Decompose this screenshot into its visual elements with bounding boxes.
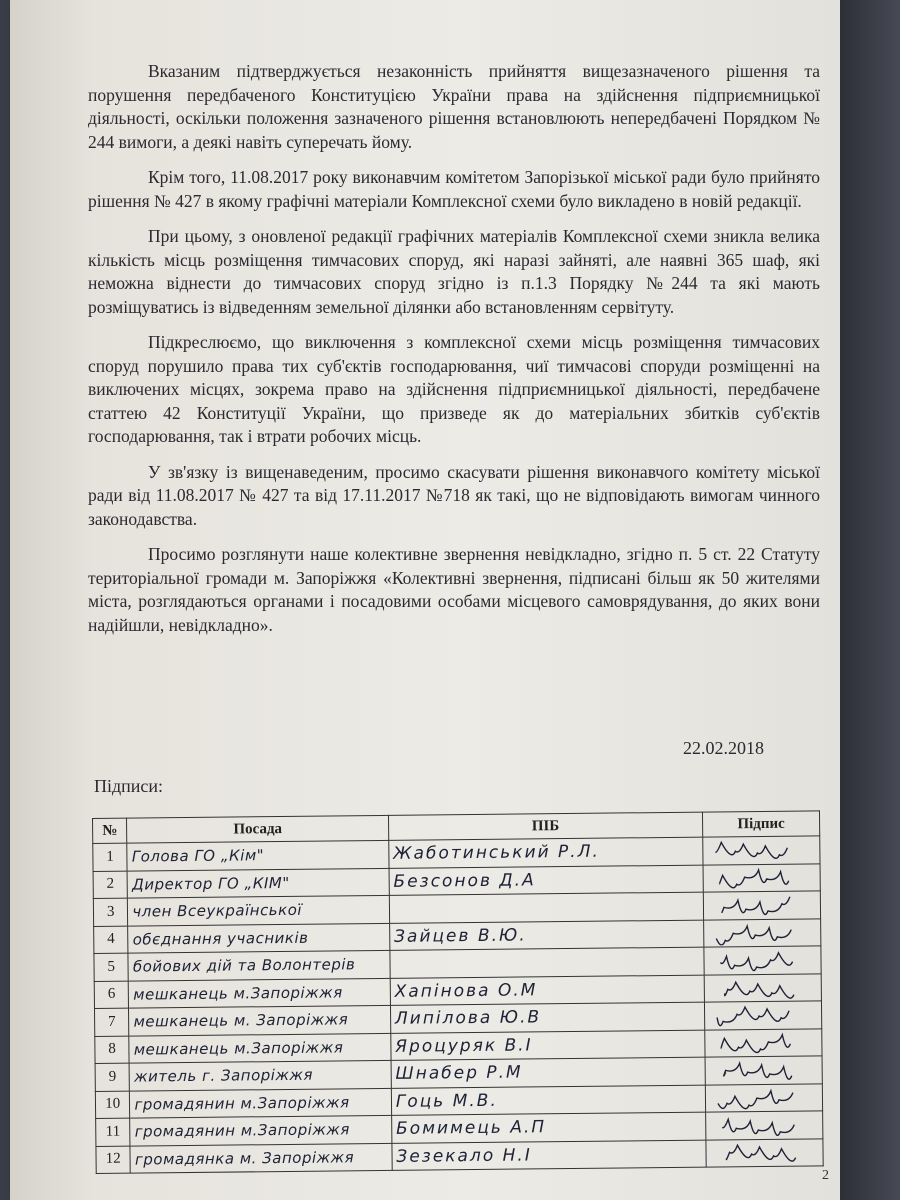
row-signature (706, 1111, 823, 1140)
row-name: Яроцуряк В.І (391, 1030, 705, 1061)
row-number: 10 (95, 1091, 130, 1119)
paragraph-3: При цьому, з оновленої редакції графічних матеріалів Комплексної схеми зникла велика кількість місць розміщення тимчасових споруд, які наразі зайняті, але наявні 365 шаф, які неможна віднести до тимчасових споруд згідно із п.1.3 Порядку №244 та які мають розміщуватись із відведенням земельної ділянки або встановленням сервітуту. (88, 226, 820, 317)
signature-scribble (707, 838, 807, 863)
paragraph-2: Крім того, 11.08.2017 року виконавчим комітетом Запорізької міської ради було прийнято рішення № 427 в якому графічні матеріали Комплексної схеми було викладено в новій редакції. (88, 167, 820, 211)
row-name: Жаботинський Р.Л. (389, 837, 703, 868)
row-number: 11 (96, 1118, 131, 1146)
signature-scribble (708, 920, 808, 945)
row-number: 8 (95, 1036, 130, 1064)
row-number: 6 (94, 981, 129, 1009)
header-name: ПІБ (388, 812, 702, 840)
row-name: Липілова Ю.В (390, 1002, 704, 1033)
row-signature (705, 1083, 822, 1112)
row-signature (704, 973, 821, 1002)
header-signature: Підпис (702, 811, 819, 837)
row-signature (703, 836, 820, 865)
row-position: громадянка м. Запоріжжя (130, 1143, 392, 1173)
row-name: Хапінова О.М (390, 975, 704, 1006)
header-number: № (93, 818, 128, 843)
row-position: член Всеукраїнської (128, 895, 390, 925)
row-signature (704, 918, 821, 947)
row-name: Безсонов Д.А (389, 865, 703, 896)
page-number: 2 (822, 1168, 829, 1183)
row-name: Шнабер Р.М (391, 1057, 705, 1088)
row-number: 5 (94, 953, 129, 981)
row-name: Зезекало Н.І (392, 1140, 706, 1171)
background-surface (840, 0, 900, 1200)
header-position: Посада (127, 815, 389, 843)
signature-scribble (708, 893, 808, 918)
row-name: Гоць М.В. (391, 1085, 705, 1116)
signature-scribble (710, 1085, 810, 1110)
row-position: обєднання учасників (128, 923, 390, 953)
row-name (390, 947, 704, 978)
paragraph-6: Просимо розглянути наше колективне звернення невідкладно, згідно п. 5 ст. 22 Статуту територіальної громади м. Запоріжжя «Колективні звернення, підписані більш як 50 жителями міста, розглядаються органами і посадовими особами місцевого самоврядування, до яких вони надійшли, невідкладно». (88, 544, 820, 635)
row-number: 3 (93, 898, 128, 926)
document-date: 22.02.2018 (683, 738, 764, 758)
row-name: Бомимець А.П (391, 1112, 705, 1143)
row-position: мешканець м.Запоріжжя (129, 1033, 391, 1063)
row-name: Зайцев В.Ю. (389, 920, 703, 951)
signature-rows (93, 836, 823, 1174)
row-position: Голова ГО „Кім" (127, 840, 389, 870)
row-signature (704, 1001, 821, 1030)
row-position: громадянин м.Запоріжжя (130, 1115, 392, 1145)
signature-scribble (709, 975, 809, 1000)
row-signature (703, 891, 820, 920)
row-number: 7 (94, 1008, 129, 1036)
row-signature (706, 1138, 823, 1167)
signature-scribble (708, 865, 808, 890)
row-position: мешканець м. Запоріжжя (129, 1005, 391, 1035)
row-number: 9 (95, 1063, 130, 1091)
signature-scribble (710, 1113, 810, 1138)
row-signature (705, 1056, 822, 1085)
row-position: мешканець м.Запоріжжя (129, 978, 391, 1008)
row-position: бойових дій та Волонтерів (128, 950, 390, 980)
signature-scribble (709, 1003, 809, 1028)
letter-body (88, 60, 820, 649)
paragraph-1: Вказаним підтверджується незаконність прийняття вищезазначеного рішення та порушення передбаченого Конституцією України права на здійснення підприємницької діяльності, оскільки положення зазначеного рішення встановлюють непередбачені Порядком № 244 вимоги, а деякі навіть суперечать йому. (88, 61, 820, 152)
signature-scribble (708, 948, 808, 973)
row-position: громадянин м.Запоріжжя (130, 1088, 392, 1118)
signatures-label: Підписи: (94, 776, 164, 796)
signature-scribble (710, 1140, 810, 1165)
row-signature (704, 946, 821, 975)
paragraph-4: Підкреслюємо, що виключення з комплексної схеми місць розміщення тимчасових споруд порушило права тих суб'єктів господарювання, чиї тимчасові споруди розміщенні на виключених місцях, зокрема право на здійснення підприємницької діяльності, передбачене статтею 42 Конституції України, що призведе як до матеріальних збитків суб'єктів господарювання, так і втрати робочих місць. (88, 332, 820, 446)
row-position: Директор ГО „КІМ" (127, 868, 389, 898)
row-number: 1 (93, 843, 128, 871)
row-name (389, 892, 703, 923)
row-signature (705, 1028, 822, 1057)
row-position: житель г. Запоріжжя (129, 1060, 391, 1090)
row-number: 4 (94, 926, 129, 954)
row-number: 2 (93, 871, 128, 899)
document-page (10, 0, 840, 1200)
signature-scribble (709, 1030, 809, 1055)
row-number: 12 (96, 1146, 131, 1174)
row-signature (703, 863, 820, 892)
signature-scribble (710, 1058, 810, 1083)
signature-table (92, 810, 824, 1174)
paragraph-5: У зв'язку із вищенаведеним, просимо скасувати рішення виконавчого комітету міської ради від 11.08.2017 № 427 та від 17.11.2017 №718 як такі, що не відповідають вимогам чинного законодавства. (88, 461, 820, 529)
